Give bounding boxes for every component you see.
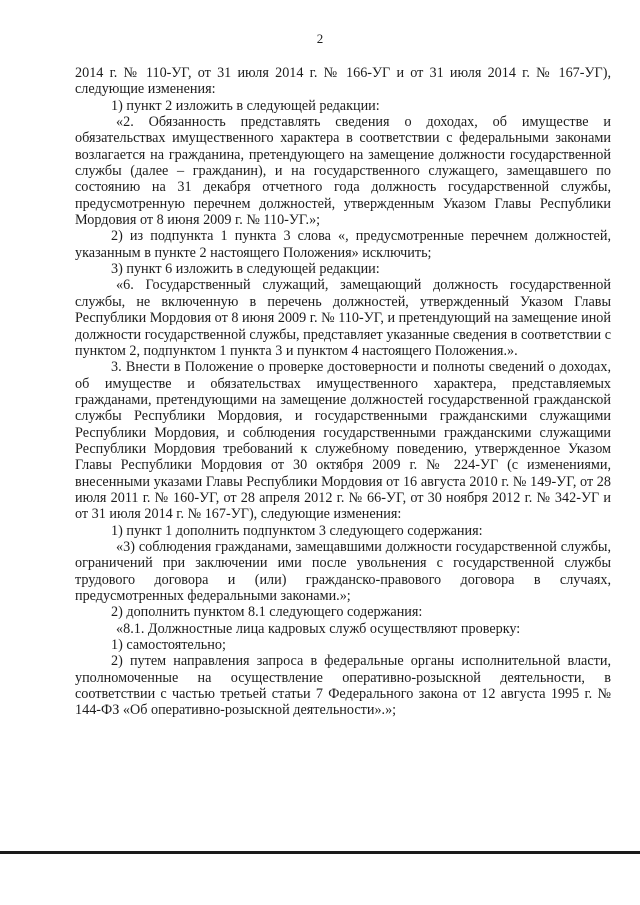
paragraph-item-3: 3) пункт 6 изложить в следующей редакции: bbox=[111, 261, 380, 278]
paragraph-quote-point-6: «6. Государственный служащий, замещающий должность государственной службы, не включенную в перечень должностей, утвержденный Указом Главы Республики Мордовия от 8 июня 2009 г. № 110-УГ, и претендующий на замещение иной должности государственной службы, представляет указанные сведения в соответствии с пунктом 2, подпунктом 1 пункта 3 и пунктом 4 настоящего Положения.». bbox=[75, 277, 611, 359]
page-bottom-border bbox=[0, 851, 640, 854]
paragraph-quote-subpoint-3: «3) соблюдения гражданами, замещавшими должности государственной службы, ограничений при заключении ими после увольнения с государственной службы трудового договора и (или) гражданско-правового договора в случаях, предусмотренных федеральными законами.»; bbox=[75, 538, 611, 604]
paragraph-list-2: 2) путем направления запроса в федеральные органы исполнительной власти, уполномоченные на осуществление оперативно-розыскной деятельности, в соответствии с частью третьей статьи 7 Федерального закона от 12 августа 1995 г. № 144-ФЗ «Об оперативно-розыскной деятельности».»; bbox=[75, 653, 611, 719]
page-number: 2 bbox=[316, 31, 324, 46]
paragraph-item-2: 2) из подпункта 1 пункта 3 слова «, предусмотренные перечнем должностей, указанным в пункте 2 настоящего Положения» исключить; bbox=[75, 228, 611, 261]
paragraph-list-1: 1) самостоятельно; bbox=[111, 637, 226, 654]
paragraph-sub-1: 1) пункт 1 дополнить подпунктом 3 следующего содержания: bbox=[111, 522, 483, 539]
paragraph-quote-point-2: «2. Обязанность представлять сведения о доходах, об имуществе и обязательствах имущественного характера в соответствии с федеральными законами возлагается на гражданина, претендующего на замещение должности государственной службы (далее – гражданин), и на государственного служащего, замещавшего по состоянию на 31 декабря отчетного года должность государственной службы, предусмотренную перечнем должностей, утвержденным Указом Главы Республики Мордовия от 8 июня 2009 г. № 110-УГ.»; bbox=[75, 114, 611, 229]
document-body bbox=[75, 65, 611, 719]
paragraph-sub-2: 2) дополнить пунктом 8.1 следующего содержания: bbox=[111, 604, 423, 621]
paragraph-continuation: 2014 г. № 110-УГ, от 31 июля 2014 г. № 166-УГ и от 31 июля 2014 г. № 167-УГ), следующие изменения: bbox=[75, 65, 611, 98]
paragraph-item-1: 1) пункт 2 изложить в следующей редакции: bbox=[111, 97, 380, 114]
paragraph-quote-point-8-1: «8.1. Должностные лица кадровых служб осуществляют проверку: bbox=[116, 620, 521, 637]
paragraph-section-3: 3. Внести в Положение о проверке достоверности и полноты сведений о доходах, об имуществе и обязательствах имущественного характера, представляемых гражданами, претендующими на замещение должностей государственной гражданской службы Республики Мордовия, и государственными гражданскими служащими Республики Мордовия, и соблюдения государственными гражданскими служащими Республики Мордовия требований к служебному поведению, утвержденное Указом Главы Республики Мордовия от 30 октября 2009 г. № 224-УГ (с изменениями, внесенными указами Главы Республики Мордовия от 16 августа 2010 г. № 149-УГ, от 28 июля 2011 г. № 160-УГ, от 28 апреля 2012 г. № 66-УГ, от 30 ноября 2012 г. № 342-УГ и от 31 июля 2014 г. № 167-УГ), следующие изменения: bbox=[75, 359, 611, 523]
